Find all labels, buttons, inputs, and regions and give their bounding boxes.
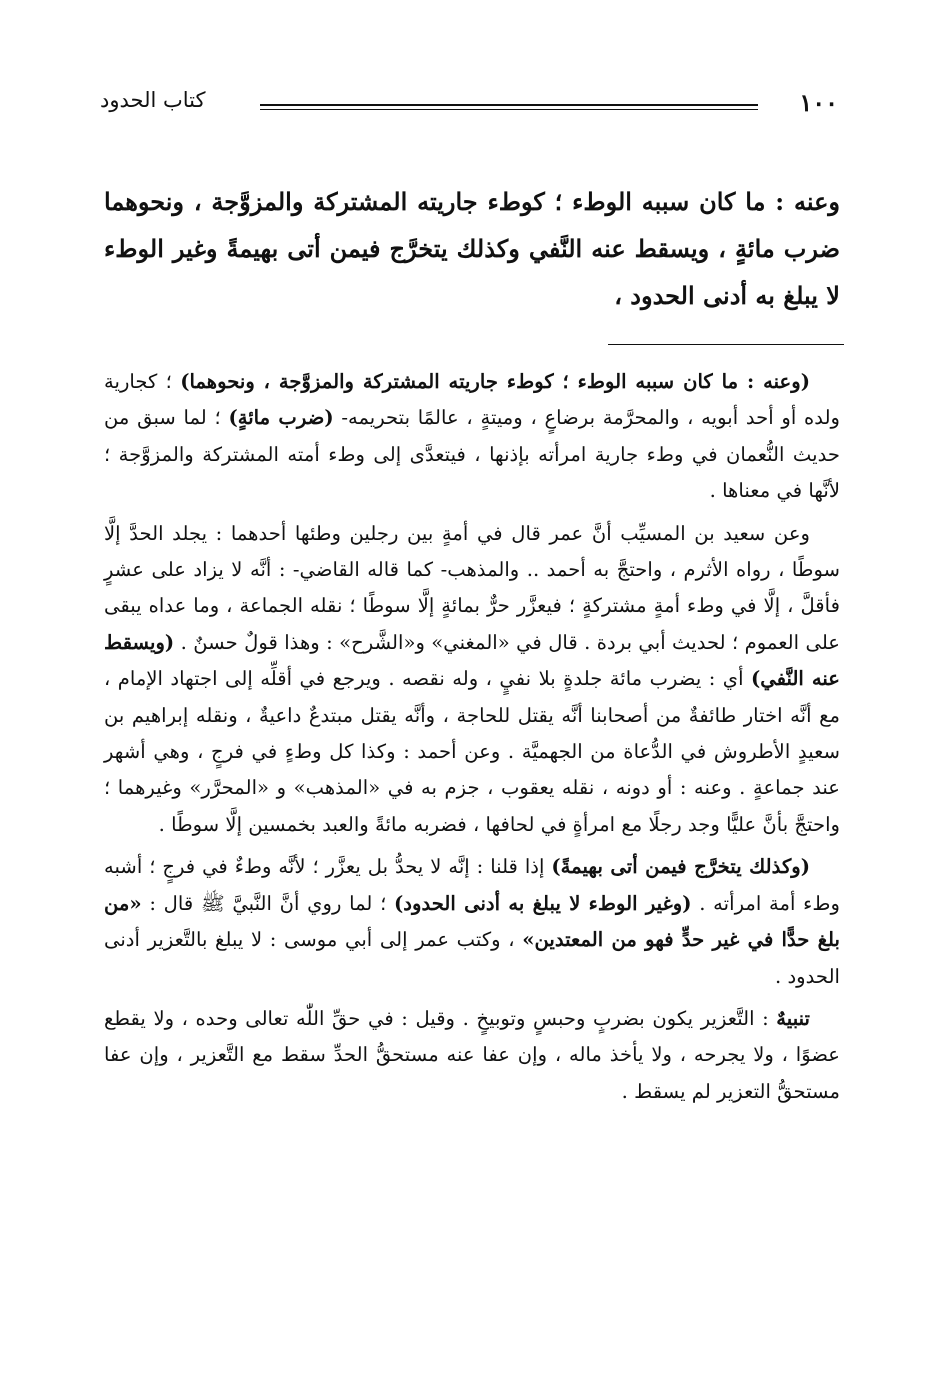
- quoted-matn: (وعنه : ما كان سببه الوطء ؛ كوطء جاريته المشتركة والمزوَّجة ، ونحوهما): [180, 370, 810, 393]
- page-number: ١٠٠: [799, 88, 838, 117]
- commentary: [104, 364, 840, 1110]
- quoted-matn: (وغير الوطء لا يبلغ به أدنى الحدود): [394, 891, 692, 915]
- commentary-paragraph: [104, 364, 840, 510]
- running-title: كتاب الحدود: [100, 88, 206, 112]
- commentary-text: ؛ لما سبق من حديث النُّعمان في وطء جارية امرأته بإذنها ، فيتعدَّى إلى وطء أمته المشتركة والمزوَّجة ؛ لأنَّها في معناها .: [104, 406, 840, 503]
- footnote-separator: [608, 344, 844, 345]
- commentary-text: ؛ كجارية ولده أو أحد أبويه ، والمحرَّمة برضاعٍ ، وميتةٍ ، عالمًا بتحريمه-: [104, 370, 841, 430]
- hadith-quote: «من بلغ حدًّا في غير حدٍّ فهو من المعتدين»: [104, 891, 840, 952]
- commentary-text: وعن سعيد بن المسيِّب أنَّ عمر قال في أمةٍ بين رجلين وطئها أحدهما : يجلد الحدَّ إلَّا سوطًا ، رواه الأثرم ، واحتجَّ به أحمد .. والمذهب- كما قاله القاضي- : أنَّه لا يزاد على عشرٍ فأقلَّ ، إلَّا في وطء أمةٍ مشتركةٍ ؛ فيعزَّر حرٌّ بمائةٍ إلَّا سوطًا ؛ نقله الجماعة ، وما عداه يبقى على العموم ؛ لحديث أبي بردة . قال في «المغني» و«الشَّرح» : وهذا قولٌ حسنٌ .: [104, 521, 840, 654]
- page-header: [100, 88, 838, 128]
- matn-text: وعنه : ما كان سببه الوطء ؛ كوطء جاريته المشتركة والمزوَّجة ، ونحوهما ضرب مائةٍ ، ويسقط عنه النَّفي وكذلك يتخرَّج فيمن أتى بهيمةً وغير الوطء لا يبلغ به أدنى الحدود ،: [104, 187, 840, 310]
- commentary-text: : التَّعزير يكون بضربٍ وحبسٍ وتوبيخٍ . وقيل : في حقِّ اللّٰه تعالى وحده ، ولا يقطع عضوًا ، ولا يجرحه ، ولا يأخذ ماله ، وإن عفا عنه مستحقُّ الحدِّ سقط مع التَّعزير ، وإن عفا مستحقُّ التعزير لم يسقط .: [104, 1006, 840, 1103]
- commentary-paragraph: [104, 849, 840, 995]
- note-heading: تنبيهٌ: [776, 1006, 810, 1030]
- header-rule: [260, 104, 758, 110]
- commentary-text: ؛ لما روي أنَّ النَّبيَّ ﷺ قال :: [141, 891, 395, 915]
- commentary-text: إذا قلنا : إنَّه لا يحدُّ بل يعزَّر ؛ لأنَّه وطءٌ في فرجٍ ؛ أشبه وطء أمة امرأته .: [104, 855, 840, 915]
- commentary-text: أي : يضرب مائة جلدةٍ بلا نفيٍ ، وله نقصه . ويرجع في أقلِّه إلى اجتهاد الإمام ، مع أنَّه اختار طائفةٌ من أصحابنا أنَّه يقتل للحاجة ، وأنَّه يقتل مبتدعٌ داعيةٌ ، ونقله إبراهيم بن سعيدٍ الأطروش في الدُّعاة من الجهميَّة . وعن أحمد : وكذا كل وطءٍ في فرجٍ ، وهي أشهر عند جماعةٍ . وعنه : أو دونه ، نقله يعقوب ، جزم به في «المذهب» و «المحرَّر» وغيرهما ؛ واحتجَّ بأنَّ عليًّا وجد رجلًا مع امرأةٍ في لحافها ، فضربه مائةً والعبد بخمسين إلَّا سوطًا .: [104, 667, 840, 836]
- commentary-paragraph: [104, 516, 840, 844]
- commentary-paragraph: [104, 1001, 840, 1110]
- commentary-text: ، وكتب عمر إلى أبي موسى : لا يبلغ بالتَّعزير أدنى الحدود .: [104, 928, 840, 988]
- quoted-matn: (وكذلك يتخرَّج فيمن أتى بهيمةً): [551, 855, 810, 879]
- quoted-matn: (ويسقط عنه النَّفي): [104, 630, 840, 691]
- quoted-matn: (ضرب مائةٍ): [228, 406, 334, 430]
